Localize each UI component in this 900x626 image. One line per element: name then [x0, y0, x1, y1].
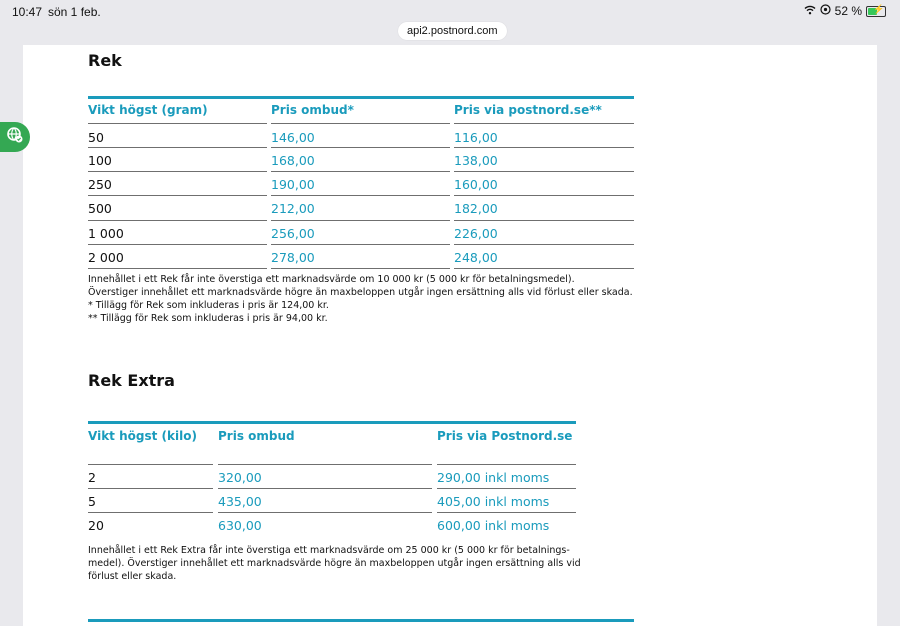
- column-header: Vikt högst (gram): [88, 103, 208, 117]
- url-bar[interactable]: [398, 22, 507, 40]
- rek-title: Rek: [88, 51, 122, 70]
- column-header: Pris via Postnord.se: [437, 429, 573, 443]
- column-header: Pris ombud: [218, 429, 295, 443]
- rek-extra-title: Rek Extra: [88, 371, 175, 390]
- floating-action-button[interactable]: [0, 122, 30, 152]
- battery-icon: ⚡: [866, 6, 886, 17]
- status-bar: [0, 0, 900, 24]
- location-icon: [820, 4, 831, 18]
- battery-percentage: 52 %: [834, 4, 862, 18]
- url-text: api2.postnord.com: [407, 25, 498, 37]
- rek-extra-table: Vikt högst (kilo) Pris ombud Pris via Postnord.se 2 320,00 290,00 inkl moms 5 435,00 405,00 inkl moms 20 630,00 600,00 inkl moms: [88, 421, 576, 516]
- wifi-icon: [804, 4, 816, 18]
- column-header: Vikt högst (kilo): [88, 429, 197, 443]
- status-time: 10:47: [12, 5, 43, 19]
- rek-table: Vikt högst (gram) Pris ombud* Pris via postnord.se** 50 146,00 116,00 100 168,00 138,00 250 190,00 160,00 500 212,00 182,00 1 000 256,00 226,00 2 000 278,00 248,00: [88, 96, 634, 268]
- column-header: Pris via postnord.se**: [454, 103, 602, 117]
- status-date: sön 1 feb.: [48, 5, 101, 19]
- table-top-border: [88, 421, 576, 424]
- document-page: Rek Vikt högst (gram) Pris ombud* Pris via postnord.se** 50 146,00 116,00 100 168,00 138,00 250 190,00 160,00 500 212,00 182,00 1 000 256,00 226,00 2 000 278,00 248,00 Innehållet i ett Rek får inte överstiga ett marknadsvärde om 10 000 kr (5 000 kr för betalningsmedel). Överstiger innehållet ett marknadsvärde högre än maxbeloppen utgår ingen ersättning alls vid förlust eller skada. * Tillägg för Rek som inkluderas i pris är 124,00 kr. ** Tillägg för Rek som inkluderas i pris är 94,00 kr. Rek Extra Vikt högst (kilo) Pris ombud Pris via Postnord.se 2 320,00 290,00 inkl moms 5 435,00 405,00 inkl moms 20 630,00 600,00 inkl moms Innehållet i ett Rek Extra får inte överstiga ett marknadsvärde om 25 000 kr (5 000 kr för betalnings- medel). Överstiger innehållet ett marknadsvärde högre än maxbeloppen utgår ingen ersättning alls vid förlust eller skada.: [23, 45, 877, 626]
- table-top-border: [88, 96, 634, 99]
- column-header: Pris ombud*: [271, 103, 354, 117]
- status-indicators: [804, 4, 886, 18]
- next-table-top-border: [88, 619, 634, 622]
- globe-check-icon: [6, 126, 24, 148]
